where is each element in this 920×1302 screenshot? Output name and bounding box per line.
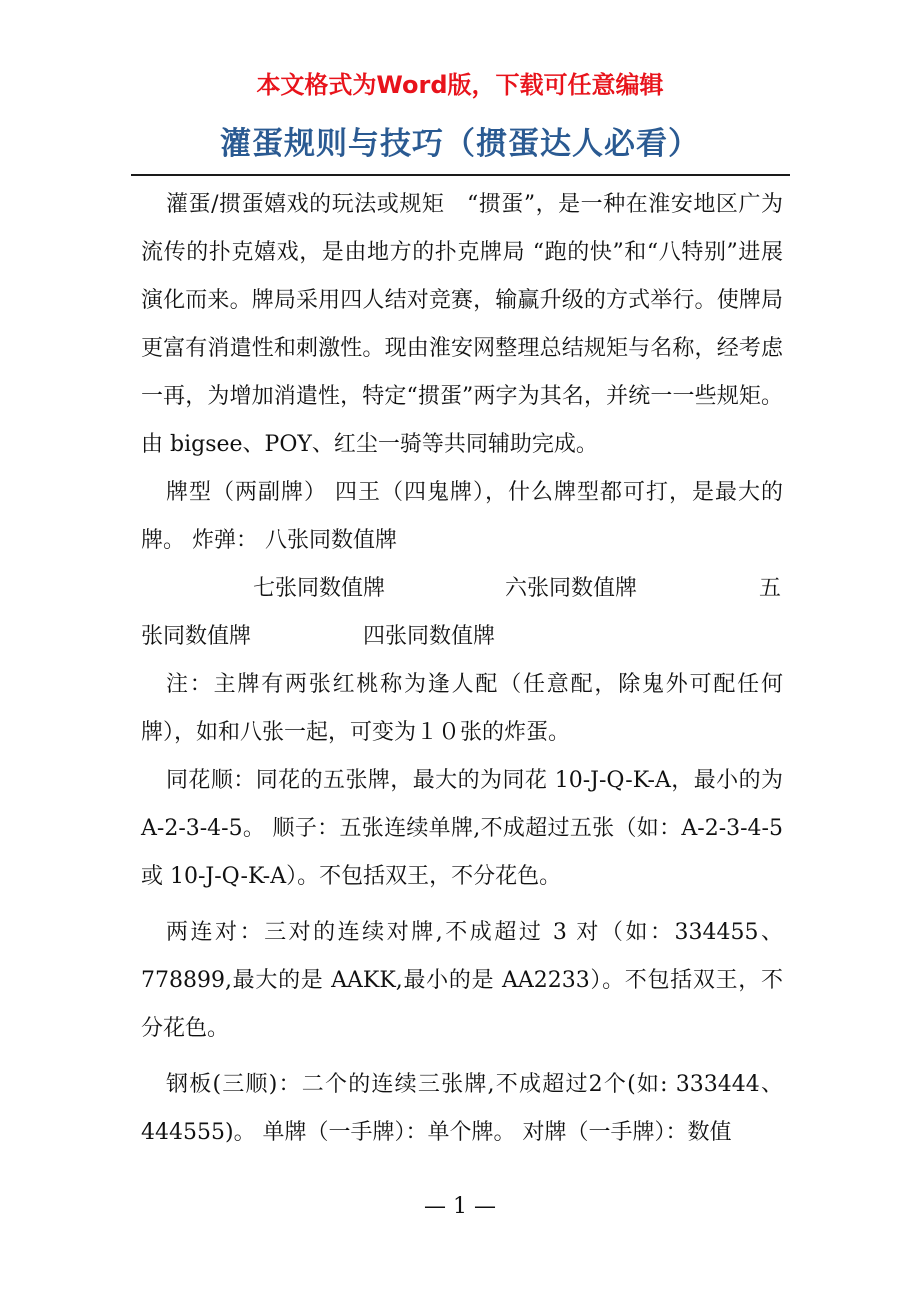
paragraph-straight-flush: 同花顺：同花的五张牌，最大的为同花 10-J-Q-K-A，最小的为 A-2-3-4-5。 顺子：五张连续单牌,不成超过五张（如：A-2-3-4-5 或 10-J-Q-K-A）。不包括双王，不分花色。 <box>141 768 783 889</box>
bomb-list-line-2 <box>141 613 783 661</box>
document-title: 灌蛋规则与技巧（掼蛋达人必看） <box>220 126 700 162</box>
download-banner: 本文格式为Word版，下载可任意编辑 <box>256 71 664 99</box>
page-number: — 1 — <box>424 1194 496 1219</box>
bomb-five-end: 张同数值牌 <box>141 624 252 649</box>
paragraph-note: 注：主牌有两张红桃称为逢人配（任意配，除鬼外可配任何牌），如和八张一起，可变为１０张的炸蛋。 <box>141 672 783 745</box>
paragraph-plates: 钢板(三顺)：二个的连续三张牌,不成超过2个(如: 333444、444555)。 单牌（一手牌）：单个牌。 对牌（一手牌）：数值 <box>141 1072 783 1145</box>
paragraph-pairs: 两连对：三对的连续对牌,不成超过 3 对（如：334455、778899,最大的是 AAKK,最小的是 AA2233）。不包括双王，不分花色。 <box>141 920 783 1041</box>
bomb-six: 六张同数值牌 <box>505 576 638 601</box>
paragraph-card-types: 牌型（两副牌） 四王（四鬼牌），什么牌型都可打，是最大的牌。 炸弹： 八张同数值牌 <box>141 480 783 553</box>
bomb-four: 四张同数值牌 <box>363 624 496 649</box>
document-body <box>141 181 783 1157</box>
bomb-list-line <box>141 565 783 613</box>
paragraph-intro: 灌蛋/掼蛋嬉戏的玩法或规矩 “掼蛋”，是一种在淮安地区广为流传的扑克嬉戏，是由地方的扑克牌局 “跑的快”和“八特别”进展演化而来。牌局采用四人结对竞赛，输赢升级的方式举行。使牌局更富有消遣性和刺激性。现由淮安网整理总结规矩与名称，经考虑一再，为增加消遣性，特定“掼蛋”两字为其名，并统一一些规矩。由 bigsee、POY、红尘一骑等共同辅助完成。 <box>141 192 783 457</box>
bomb-seven: 七张同数值牌 <box>253 576 386 601</box>
title-divider <box>131 174 790 176</box>
bomb-five-start: 五 <box>759 576 782 601</box>
